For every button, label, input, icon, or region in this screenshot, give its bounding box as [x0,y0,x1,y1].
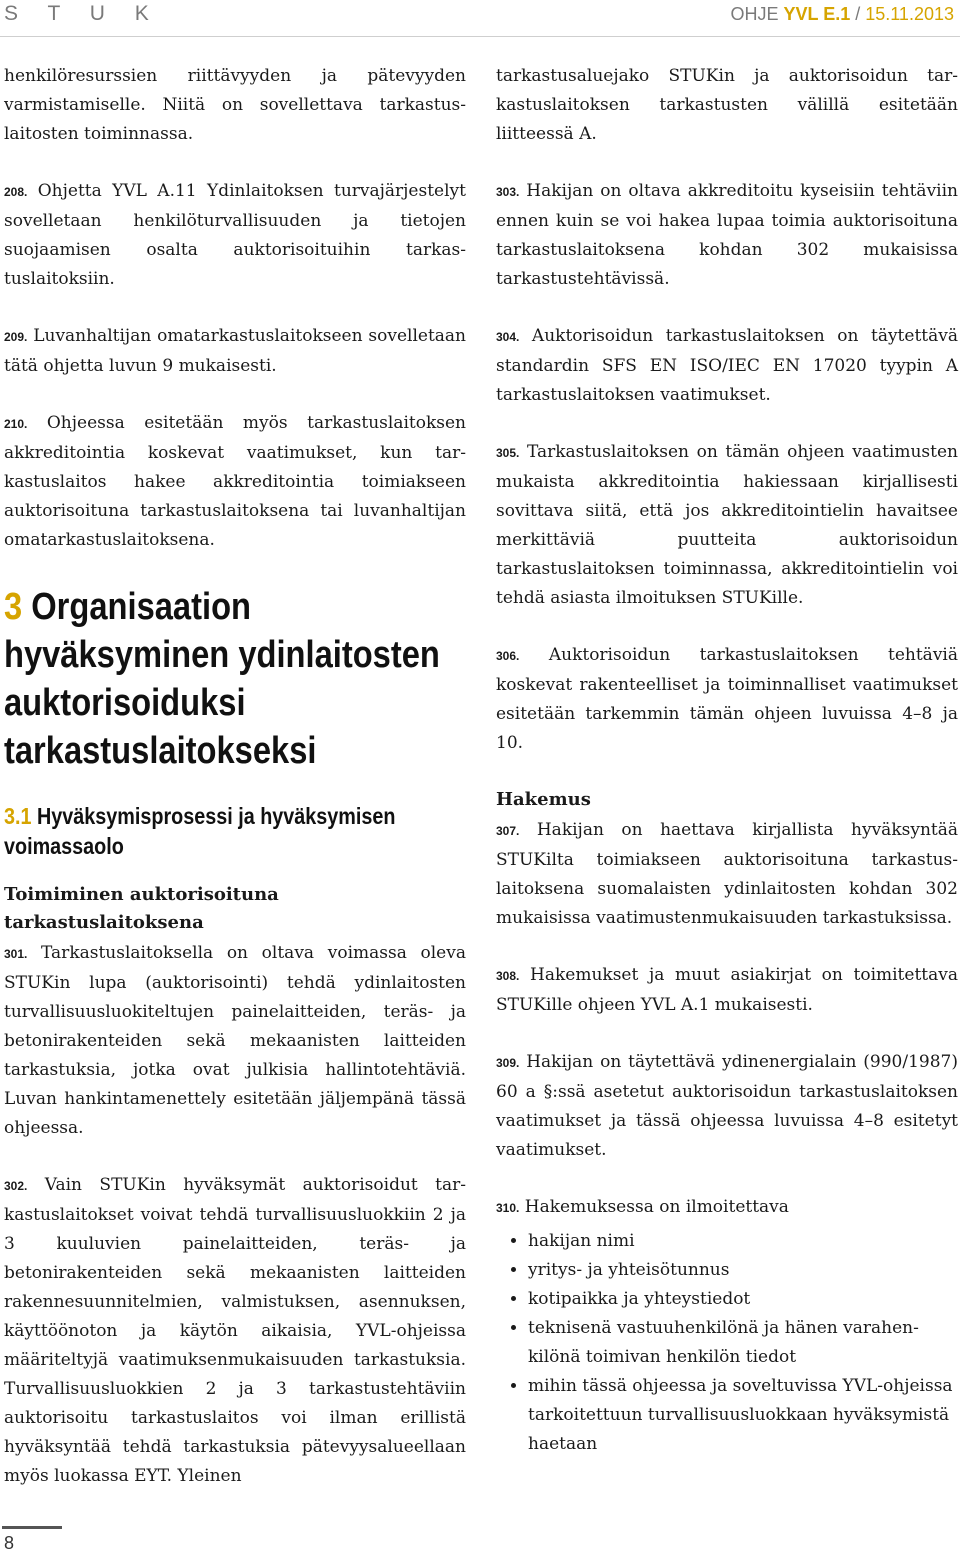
paragraph-text: Tarkastuslaitoksen on tämän ohjeen vaatimusten mukaista akkreditointia hakiessaan kirjallisesti sovittava siitä, että jos akkreditointielin havaitsee merkittäviä puutteita auktorisoidun tarkastuslaitoksen toiminnassa, akkreditointielin voi tehdä asiasta ilmoituksen STUKille. [496,442,958,608]
paragraph-305 [496,438,958,613]
paragraph-text: Hakijan on oltava akkreditoitu kyseisiin tehtäviin ennen kuin se voi hakea lupaa toimia auktorisoituna tarkastuslaitoksena kohdan 302 mukaisissa tarkastustehtävissä. [496,181,958,289]
paragraph-text: Hakijan on haettava kirjallista hyväksyntää STUKilta toimiakseen auktorisoituna tarkastuslaitoksena suomalaisten ydinlaitosten kohdan 302 mukaisissa vaatimustenmukaisuuden tarkastuksissa. [496,820,958,928]
paragraph-302 [4,1171,466,1491]
paragraph-208 [4,177,466,294]
paragraph-continued: tarkastusaluejako STUKin ja auktorisoidun tarkastuslaitoksen tarkastusten välillä esitetään liitteessä A. [496,66,958,144]
document-reference [731,4,955,25]
paragraph-number: 308. [496,969,520,983]
paragraph-intro: henkilöresurssien riittävyyden ja pätevyyden varmistamiselle. Niitä on sovellettava tarkastuslaitosten toiminnassa. [4,66,466,144]
paragraph-text: Hakijan on täytettävä ydinenergialain (990/1987) 60 a §:ssä asetetut auktorisoidun tarkastuslaitoksen vaatimukset ja tässä ohjeessa luvuissa 4–8 esitetyt vaatimukset. [496,1052,958,1160]
paragraph-310 [496,1193,958,1223]
paragraph-309 [496,1048,958,1165]
list-item: • kotipaikka ja yhteystiedot [528,1285,958,1314]
section-heading [4,801,468,861]
paragraph-number: 304. [496,330,520,344]
paragraph-210 [4,409,466,555]
paragraph-text: Ohjetta YVL A.11 Ydinlaitoksen turvajärjestelyt sovelletaan henkilöturvallisuuden ja tietojen suojaamisen osalta auktorisoituihin tarkastuslaitoksiin. [4,181,466,289]
doc-prefix: OHJE [730,4,784,24]
paragraph-306 [496,641,958,758]
section-title: Hyväksymisprosessi ja hyväksymisen voimassaolo [4,803,396,859]
paragraph-number: 306. [496,649,520,663]
doc-date: 15.11.2013 [865,4,954,24]
doc-code: YVL E.1 [783,4,851,24]
paragraph-text: Auktorisoidun tarkastuslaitoksen tehtäviä koskevat rakenteelliset ja toiminnalliset vaatimukset esitetään tarkemmin tämän ohjeen luvuissa 4–8 ja 10. [496,645,958,753]
list-item: • mihin tässä ohjeessa ja soveltuvissa YVL-ohjeissa tarkoitettuun turvallisuusluokkaan hyväksymistä haetaan [528,1372,958,1459]
paragraph-303 [496,177,958,294]
subheading: Toimiminen auktorisoituna tarkastuslaitoksena [4,884,279,933]
chapter-number: 3 [4,586,23,628]
paragraph-text: Auktorisoidun tarkastuslaitoksen on täytettävä standardin SFS EN ISO/IEC EN 17020 tyypin A tarkastuslaitoksen vaatimukset. [496,326,958,405]
paragraph-209 [4,322,466,381]
paragraph-text: Tarkastuslaitoksella on oltava voimassa oleva STUKin lupa (auktorisointi) tehdä ydinlaitosten turvallisuusluokiteltujen painelaitteiden, teräs- ja betonirakenteiden sekä mekaanisten laitteiden tarkastuksia, jotka ovat julkisia hallintotehtäviä. Luvan hankintamenettely esitetään jäljempänä tässä ohjeessa. [4,943,466,1138]
brand-logo-text: S T U K [4,2,161,25]
paragraph-number: 303. [496,185,520,199]
subheading-hakemus: Hakemus [496,789,591,810]
paragraph-text: Vain STUKin hyväksymät auktorisoidut tarkastuslaitokset voivat tehdä turvallisuusluokkiin 2 ja 3 kuuluvien painelaitteiden, teräs- ja betonirakenteiden sekä mekaanisten laitteiden rakennesuunnitelmien, valmistuksen, asennuksen, käyttöönoton ja käytön aikaisia, YVL-ohjeissa määriteltyjä vaatimuksenmukaisuuden tarkastuksia. Turvallisuusluokkien 2 ja 3 tarkastustehtäviin auktorisoitu tarkastuslaitos voi ilman erillistä hyväksyntää tehdä tarkastuksia pätevyysalueellaan myös luokassa EYT. Yleinen [4,1175,466,1486]
paragraph-text: Hakemuksessa on ilmoitettava [519,1197,789,1217]
section-number: 3.1 [4,803,32,829]
paragraph-307 [496,816,958,933]
list-item: • yritys- ja yhteisötunnus [528,1256,958,1285]
paragraph-text: Luvanhaltijan omatarkastuslaitokseen sovelletaan tätä ohjetta luvun 9 mukaisesti. [4,326,466,376]
right-column [496,62,958,1459]
paragraph-304 [496,322,958,410]
paragraph-301 [4,939,466,1143]
paragraph-text: Ohjeessa esitetään myös tarkastuslaitoksen akkreditointia koskevat vaatimukset, kun tarkastuslaitos hakee akkreditointia toimiakseen auktorisoituna tarkastuslaitoksena tai luvanhaltijan omatarkastuslaitoksena. [4,413,466,550]
paragraph-number: 309. [496,1056,520,1070]
list-item: • hakijan nimi [528,1227,958,1256]
paragraph-number: 307. [496,824,520,838]
paragraph-number: 209. [4,330,28,344]
paragraph-number: 301. [4,947,28,961]
paragraph-number: 310. [496,1201,520,1215]
page-number: 8 [4,1533,15,1553]
left-column [4,62,466,1519]
paragraph-number: 208. [4,185,28,199]
page-number-rule [2,1526,62,1529]
list-item: • teknisenä vastuuhenkilönä ja hänen varahenkilönä toimivan henkilön tiedot [528,1314,958,1372]
application-requirements-list [496,1227,958,1459]
paragraph-308 [496,961,958,1020]
paragraph-number: 305. [496,446,520,460]
doc-separator: / [850,4,866,24]
paragraph-number: 302. [4,1179,28,1193]
chapter-title: Organisaation hyväksyminen ydinlaitosten auktorisoiduksi tarkastuslaitokseksi [4,586,440,772]
chapter-heading [4,583,468,775]
paragraph-number: 210. [4,417,28,431]
paragraph-text: Hakemukset ja muut asiakirjat on toimitettava STUKille ohjeen YVL A.1 mukaisesti. [496,965,958,1015]
